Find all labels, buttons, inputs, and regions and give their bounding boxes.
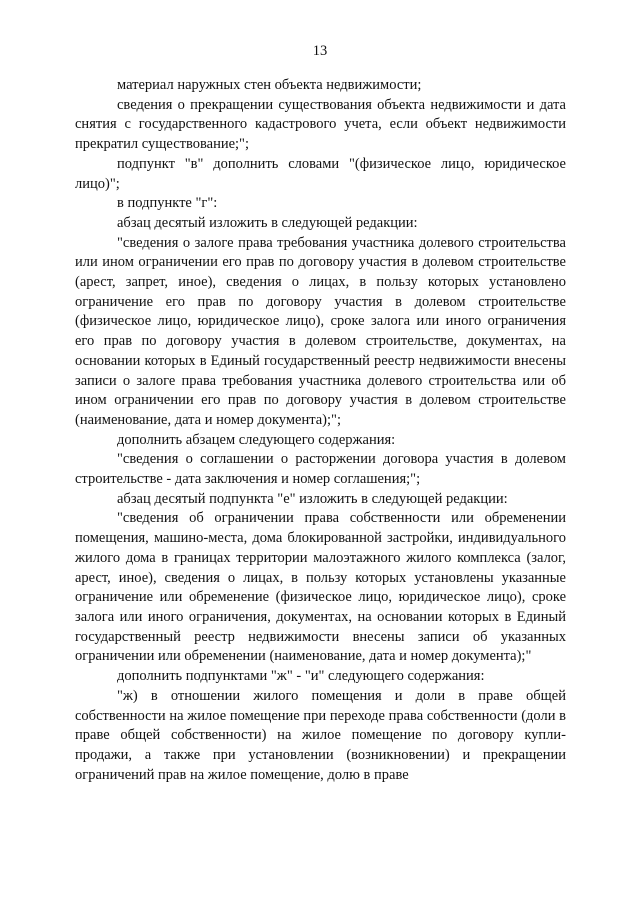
paragraph-tenth-abzac: абзац десятый изложить в следующей редакции: xyxy=(117,214,418,231)
paragraph-termination-info: сведения о прекращении существования объекта недвижимости и дата снятия с государственного кадастрового учета, если объект недвижимости прекратил существование;"; xyxy=(75,96,566,153)
paragraph-ownership-restriction: "сведения об ограничении права собственности или обременении помещения, машино-места, дома блокированной застройки, индивидуального жилого дома в границах территории малоэтажного жилого комплекса (залог, арест, иное), сведения о лицах, в пользу которых установлены указанные ограничение или обременение (физическое лицо, юридическое лицо), сроке залога или иного ограничения, документах, на основании которых в Единый государственный реестр недвижимости внесены записи об указанных ограничении или обременении (наименование, дата и номер документа);" xyxy=(75,510,566,665)
paragraph-subitem-g-intro: в подпункте "г": xyxy=(117,195,218,212)
paragraph-subitem-zh: "ж) в отношении жилого помещения и доли в праве общей собственности на жилое помещение при переходе права собственности (доли в праве общей собственности) на жилое помещение по договору купли-продажи, а также при установлении (возникновении) и прекращении ограничений прав на жилое помещение, долю в праве xyxy=(75,687,566,783)
paragraph-subitem-v: подпункт "в" дополнить словами "(физическое лицо, юридическое лицо)"; xyxy=(75,155,566,192)
paragraph-wall-material: материал наружных стен объекта недвижимости; xyxy=(117,77,422,93)
paragraph-add-abzac: дополнить абзацем следующего содержания: xyxy=(117,431,396,448)
paragraph-pledge-info: "сведения о залоге права требования участника долевого строительства или ином ограничении его прав по договору участия в долевом строительстве (арест, запрет, иное), сведения о лицах, в пользу которых установлено ограничение его прав по договору участия в долевом строительстве (физическое лицо, юридическое лицо), сроке залога или иного ограничения его прав по договору участия в долевом строительстве, документах, на основании которых в Единый государственный реестр недвижимости внесены записи о залоге права требования участника долевого строительства или об ином ограничении его прав по договору участия в долевом строительстве (наименование, дата и номер документа);"; xyxy=(75,234,566,428)
paragraph-termination-agreement: "сведения о соглашении о расторжении договора участия в долевом строительстве - дата заключения и номер соглашения;"; xyxy=(75,451,566,488)
page-number: 13 xyxy=(312,43,328,59)
document-body xyxy=(75,76,566,785)
paragraph-add-subitems: дополнить подпунктами "ж" - "и" следующего содержания: xyxy=(117,668,485,685)
paragraph-subitem-e: абзац десятый подпункта "е" изложить в следующей редакции: xyxy=(117,490,508,507)
